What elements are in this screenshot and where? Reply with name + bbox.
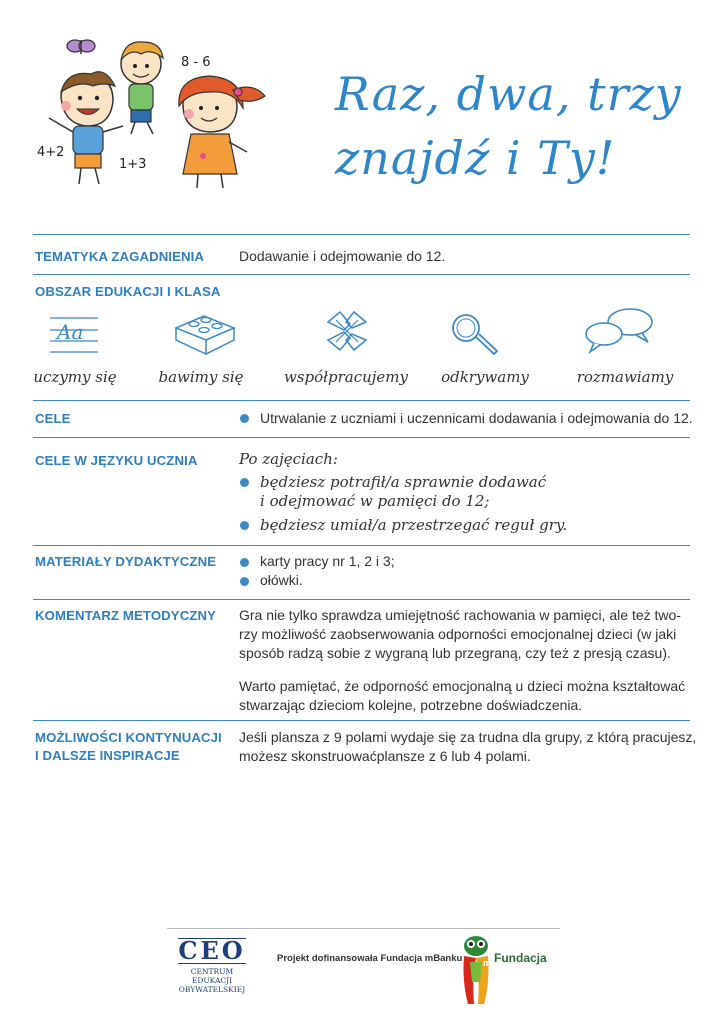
kids-illustration [33, 34, 273, 194]
divider [33, 400, 690, 401]
math-label-1: 8 - 6 [181, 55, 211, 70]
ceo-logo-line-1: CENTRUM EDUKACJI [190, 967, 234, 985]
bullet [240, 521, 249, 530]
divider [33, 720, 690, 721]
bullet [240, 558, 249, 567]
footer-divider [167, 928, 560, 929]
butterfly-icon [67, 40, 95, 54]
icon-label-wspolpracujemy: współpracujemy [283, 368, 409, 386]
fundacja-m-glyph: m [483, 958, 492, 968]
divider [33, 274, 690, 275]
komentarz-line: Gra nie tylko sprawdza umiejętność rachowania w pamięci, ale też two- [239, 607, 681, 623]
materialy-item-1: karty pracy nr 1, 2 i 3; [260, 553, 395, 569]
cele-ucznia-intro: Po zajęciach: [239, 450, 338, 468]
icon-label-odkrywamy: odkrywamy [441, 368, 529, 386]
magnifier-icon [448, 310, 500, 358]
title-line-2: znajdź i Ty! [335, 131, 616, 185]
komentarz-label: KOMENTARZ METODYCZNY [35, 608, 217, 623]
tematyka-text: Dodawanie i odejmowanie do 12. [239, 248, 446, 264]
divider [33, 234, 690, 235]
blocks-icon [172, 308, 238, 356]
cele-label: CELE [35, 411, 71, 426]
mozliwosci-line: Jeśli plansza z 9 polami wydaje się za trudna dla grupy, z którą pracujesz, [239, 729, 697, 745]
ceo-logo-line-2: OBYWATELSKIEJ [178, 985, 246, 994]
boy-left-figure [49, 72, 123, 184]
mozliwosci-label-2: I DALSZE INSPIRACJE [35, 748, 180, 763]
divider [33, 437, 690, 438]
komentarz-line: rzy możliwość zaobserwowania odporności emocjonalnej dzieci (w jaki [239, 626, 677, 642]
sponsor-text: Projekt dofinansowała Fundacja mBanku [277, 953, 463, 964]
divider [33, 599, 690, 600]
fundacja-mbank-logo [458, 932, 494, 1008]
hands-icon [322, 306, 372, 356]
materialy-label: MATERIAŁY DYDAKTYCZNE [35, 554, 217, 569]
bullet [240, 478, 249, 487]
math-label-2: 4+2 [37, 145, 65, 160]
ceo-logo [172, 938, 252, 994]
page-title [335, 62, 705, 190]
math-label-3: 1+3 [119, 157, 147, 172]
title-line-1: Raz, dwa, trzy [335, 67, 682, 121]
bullet [240, 414, 249, 423]
handwriting-glyph: Aa [57, 320, 84, 344]
komentarz-line: stwarzając dzieciom kolejne, potrzebne doświadczenia. [239, 697, 583, 713]
obszar-label: OBSZAR EDUKACJI I KLASA [35, 284, 221, 299]
cele-ucznia-item-2: będziesz umiał/a przestrzegać reguł gry. [260, 516, 568, 534]
boy-middle-figure [121, 42, 163, 134]
icon-label-uczymy: uczymy się [33, 368, 117, 386]
cele-item: Utrwalanie z uczniami i uczennicami dodawania i odejmowania do 12. [260, 410, 693, 426]
girl-figure [179, 76, 265, 188]
materialy-item-2: ołówki. [260, 572, 303, 588]
komentarz-line: sposób radzą sobie z wygraną lub przegraną, czy też z presją czasu). [239, 645, 671, 661]
divider [33, 545, 690, 546]
mozliwosci-line: możesz skonstruowaćplansze z 6 lub 4 polami. [239, 748, 531, 764]
komentarz-line: Warto pamiętać, że odporność emocjonalną u dzieci można kształtować [239, 678, 686, 694]
icon-label-bawimy: bawimy się [158, 368, 244, 386]
tematyka-label: TEMATYKA ZAGADNIENIA [35, 249, 205, 264]
bullet [240, 577, 249, 586]
speech-bubbles-icon [584, 306, 656, 356]
cele-ucznia-item-1a: będziesz potrafił/a sprawnie dodawać [260, 473, 547, 491]
handwriting-icon [48, 310, 100, 356]
cele-ucznia-item-1b: i odejmować w pamięci do 12; [260, 492, 490, 510]
fundacja-label: Fundacja [494, 951, 547, 965]
cele-ucznia-label: CELE W JĘZYKU UCZNIA [35, 453, 198, 468]
ceo-logo-mark: CEO [178, 936, 246, 965]
icon-label-rozmawiamy: rozmawiamy [576, 368, 674, 386]
mozliwosci-label-1: MOŻLIWOŚCI KONTYNUACJI [35, 730, 222, 745]
